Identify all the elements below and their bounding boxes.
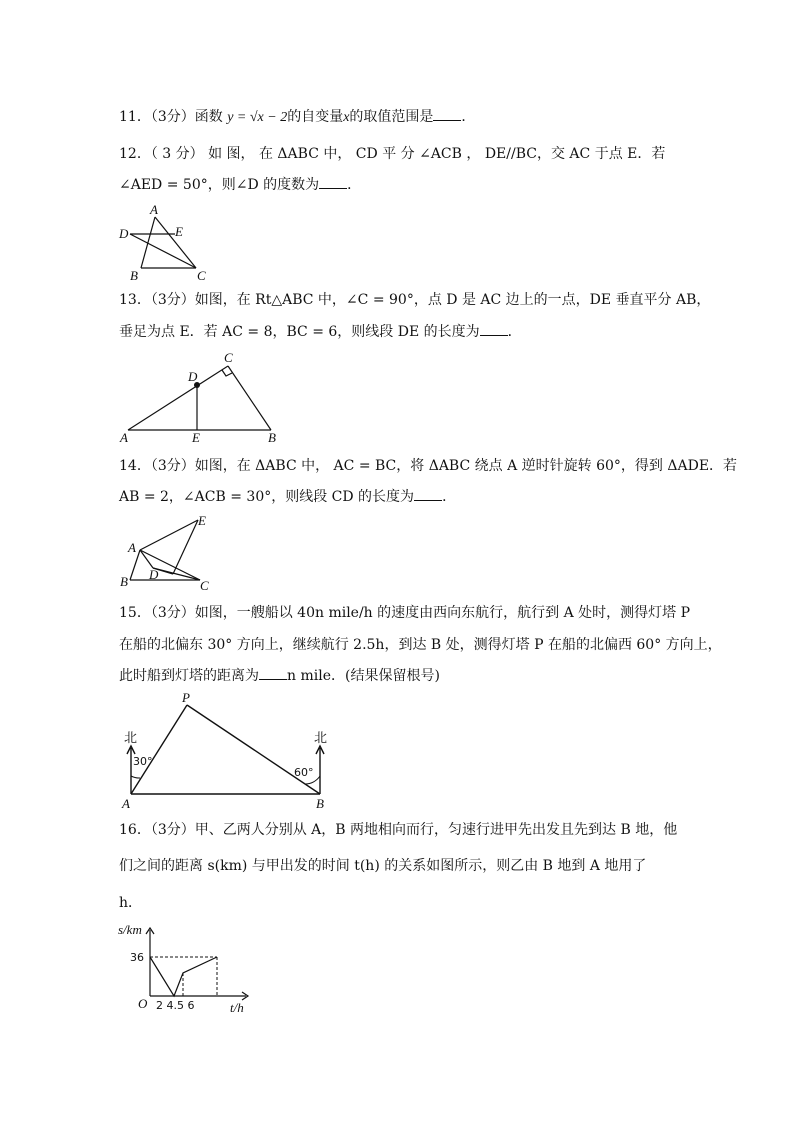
label-d: D <box>149 567 159 582</box>
x-ticks: 2 4.5 6 <box>156 999 195 1012</box>
q16-unit: h． <box>119 895 143 911</box>
label-a: A <box>150 202 158 217</box>
q12-triangle-figure <box>118 200 218 283</box>
q15-unit: n mile．(结果保留根号) <box>287 668 440 684</box>
north-label-b: 北 <box>314 731 328 746</box>
q16-distance-time-graph <box>118 920 268 1015</box>
label-p: P <box>182 690 190 705</box>
label-c: C <box>197 268 206 283</box>
q11-prefix: 11．（3分）函数 <box>119 109 223 125</box>
answer-blank[interactable] <box>414 488 442 501</box>
q11-function: y = √x − 2 <box>227 110 288 125</box>
question-12-line-1: 12．（ 3 分） 如 图， 在 ΔABC 中， CD 平 分 ∠ACB ， DE//BC，交 AC 于点 E．若 <box>119 146 666 162</box>
q13-end: ． <box>507 324 522 340</box>
question-16-line-2: 们之间的距离 s(km) 与甲出发的时间 t(h) 的关系如图所示，则乙由 B 地到 A 地用了 <box>119 858 647 874</box>
question-12-line-2 <box>119 176 361 194</box>
q14-rotation-figure <box>118 510 218 593</box>
label-c: C <box>200 578 209 593</box>
label-e: E <box>175 224 183 239</box>
y-axis-label: s/km <box>118 922 142 937</box>
question-13-line-2 <box>119 323 522 341</box>
label-a: A <box>128 540 136 555</box>
question-14-line-1: 14．（3分）如图，在 ΔABC 中， AC = BC，将 ΔABC 绕点 A 逆时针旋转 60°，得到 ΔADE．若 <box>119 458 738 474</box>
label-b: B <box>268 430 276 445</box>
label-d: D <box>188 369 198 384</box>
q14-text: AB = 2，∠ACB = 30°，则线段 CD 的长度为 <box>119 489 415 505</box>
x-axis-label: t/h <box>230 1000 244 1015</box>
question-13-line-1: 13．（3分）如图，在 Rt△ABC 中，∠C = 90°，点 D 是 AC 边上的一点，DE 垂直平分 AB， <box>119 292 711 308</box>
question-16-line-3 <box>119 894 142 912</box>
q15-text: 此时船到灯塔的距离为 <box>119 668 259 684</box>
question-15-line-1: 15．（3分）如图，一艘船以 40n mile/h 的速度由西向东航行，航行到 A 处时，测得灯塔 P <box>119 605 691 621</box>
answer-blank[interactable] <box>480 323 508 336</box>
label-b: B <box>120 574 128 589</box>
q15-lighthouse-figure <box>118 690 338 810</box>
label-e: E <box>192 430 200 445</box>
q11-text: 的自变量 <box>287 109 344 125</box>
q11-end: ． <box>461 109 476 125</box>
q11-variable: x <box>343 110 350 125</box>
label-b: B <box>316 796 324 811</box>
north-label-a: 北 <box>124 731 138 746</box>
q13-text: 垂足为点 E．若 AC = 8，BC = 6，则线段 DE 的长度为 <box>119 324 480 340</box>
question-11 <box>119 108 475 127</box>
question-16-line-1: 16．（3分）甲、乙两人分别从 A，B 两地相向而行，匀速行进甲先出发且先到达 B 地，他 <box>119 822 678 838</box>
angle-label-30: 30° <box>133 755 153 768</box>
label-a: A <box>122 796 130 811</box>
label-e: E <box>198 513 206 528</box>
answer-blank[interactable] <box>259 667 287 680</box>
q14-end: ． <box>442 489 457 505</box>
y-tick-36: 36 <box>130 951 144 964</box>
question-15-line-3 <box>119 667 440 685</box>
angle-label-60: 60° <box>294 766 314 779</box>
label-b: B <box>130 268 138 283</box>
answer-blank[interactable] <box>319 176 347 189</box>
question-15-line-2: 在船的北偏东 30° 方向上，继续航行 2.5h，到达 B 处，测得灯塔 P 在船的北偏西 60° 方向上， <box>119 637 722 653</box>
q13-triangle-figure <box>118 348 288 444</box>
q11-text-2: 的取值范围是 <box>349 109 434 125</box>
origin-label: O <box>138 996 148 1011</box>
label-d: D <box>119 226 129 241</box>
label-c: C <box>224 350 233 365</box>
answer-blank[interactable] <box>433 108 461 121</box>
q12-text: ∠AED = 50°，则∠D 的度数为 <box>119 177 320 193</box>
question-14-line-2 <box>119 488 456 506</box>
q12-end: ． <box>347 177 362 193</box>
label-a: A <box>120 430 128 445</box>
